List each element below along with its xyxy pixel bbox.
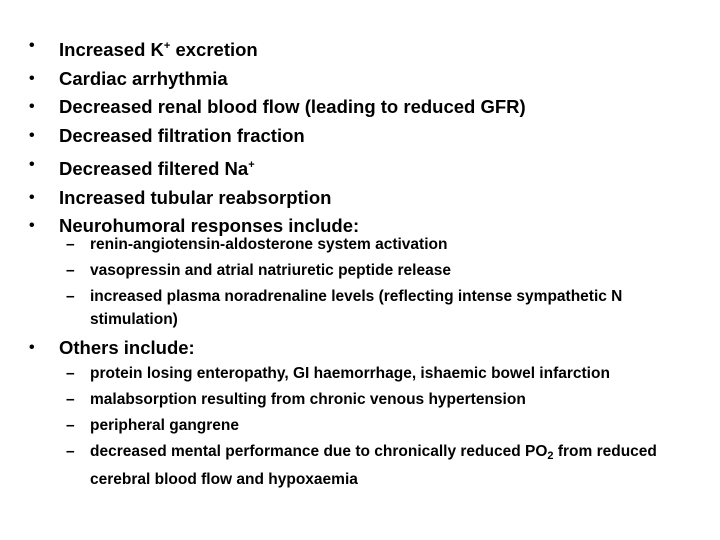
main-bullet-list — [0, 32, 720, 241]
bullet-filtered-na — [0, 151, 720, 184]
bullet-renal-blood-flow — [0, 93, 720, 122]
sub-item — [0, 285, 720, 331]
sub-item — [0, 414, 720, 437]
bullet-text: Neurohumoral responses include: — [59, 215, 360, 237]
bullet-text: Decreased renal blood flow (leading to reduced GFR) — [59, 96, 526, 118]
bullet-text-tail: excretion — [170, 39, 258, 60]
bullet-marker: • — [29, 37, 35, 54]
sub-item-text: peripheral gangrene — [90, 417, 240, 434]
sub-item-text: decreased mental performance due to chronically reduced PO — [90, 443, 548, 460]
sub-item — [0, 233, 720, 256]
sub-item — [0, 388, 720, 411]
bullet-marker: • — [29, 217, 35, 235]
bullet-marker: • — [29, 127, 35, 145]
sub-item-text: increased plasma noradrenaline levels (reflecting intense sympathetic N stimulation) — [90, 288, 623, 328]
sub-item-text: renin-angiotensin-aldosterone system activation — [90, 236, 448, 253]
dash-marker: – — [66, 417, 75, 434]
bullet-filtration-fraction — [0, 122, 720, 151]
dash-marker: – — [66, 391, 75, 408]
sub-item-text: vasopressin and atrial natriuretic peptide release — [90, 262, 451, 279]
bullet-cardiac-arrhythmia — [0, 65, 720, 94]
bullet-marker: • — [29, 339, 35, 356]
dash-marker: – — [66, 365, 75, 382]
dash-marker: – — [66, 262, 75, 279]
bullet-text: Increased tubular reabsorption — [59, 186, 332, 208]
others-sublist — [0, 362, 720, 494]
bullet-increased-k-excretion — [0, 32, 720, 65]
sub-item-text: protein losing enteropathy, GI haemorrhage, ishaemic bowel infarction — [90, 365, 610, 382]
bullet-others — [0, 334, 720, 363]
bullet-marker: • — [29, 188, 35, 206]
bullet-text: Others include: — [59, 337, 195, 358]
bullet-text: Decreased filtration fraction — [59, 125, 305, 147]
bullet-marker: • — [29, 98, 35, 116]
sub-item — [0, 259, 720, 282]
bullet-tubular-reabsorption — [0, 184, 720, 213]
bullet-marker: • — [29, 155, 35, 173]
superscript: + — [248, 158, 255, 171]
dash-marker: – — [66, 443, 75, 460]
dash-marker: – — [66, 236, 75, 253]
sub-item — [0, 362, 720, 385]
bullet-text: Increased K — [59, 39, 164, 60]
subscript: 2 — [547, 450, 554, 462]
bullet-text: Cardiac arrhythmia — [59, 67, 228, 89]
dash-marker: – — [66, 288, 75, 305]
bullet-text: Decreased filtered Na — [59, 157, 249, 179]
neurohumoral-sublist — [0, 233, 720, 334]
superscript: + — [163, 40, 171, 52]
bullet-marker: • — [29, 69, 35, 87]
sub-item-text: malabsorption resulting from chronic venous hypertension — [90, 391, 526, 408]
sub-item-text-tail: from reduced cerebral blood flow and hypoxaemia — [90, 443, 657, 488]
sub-item — [0, 440, 720, 491]
